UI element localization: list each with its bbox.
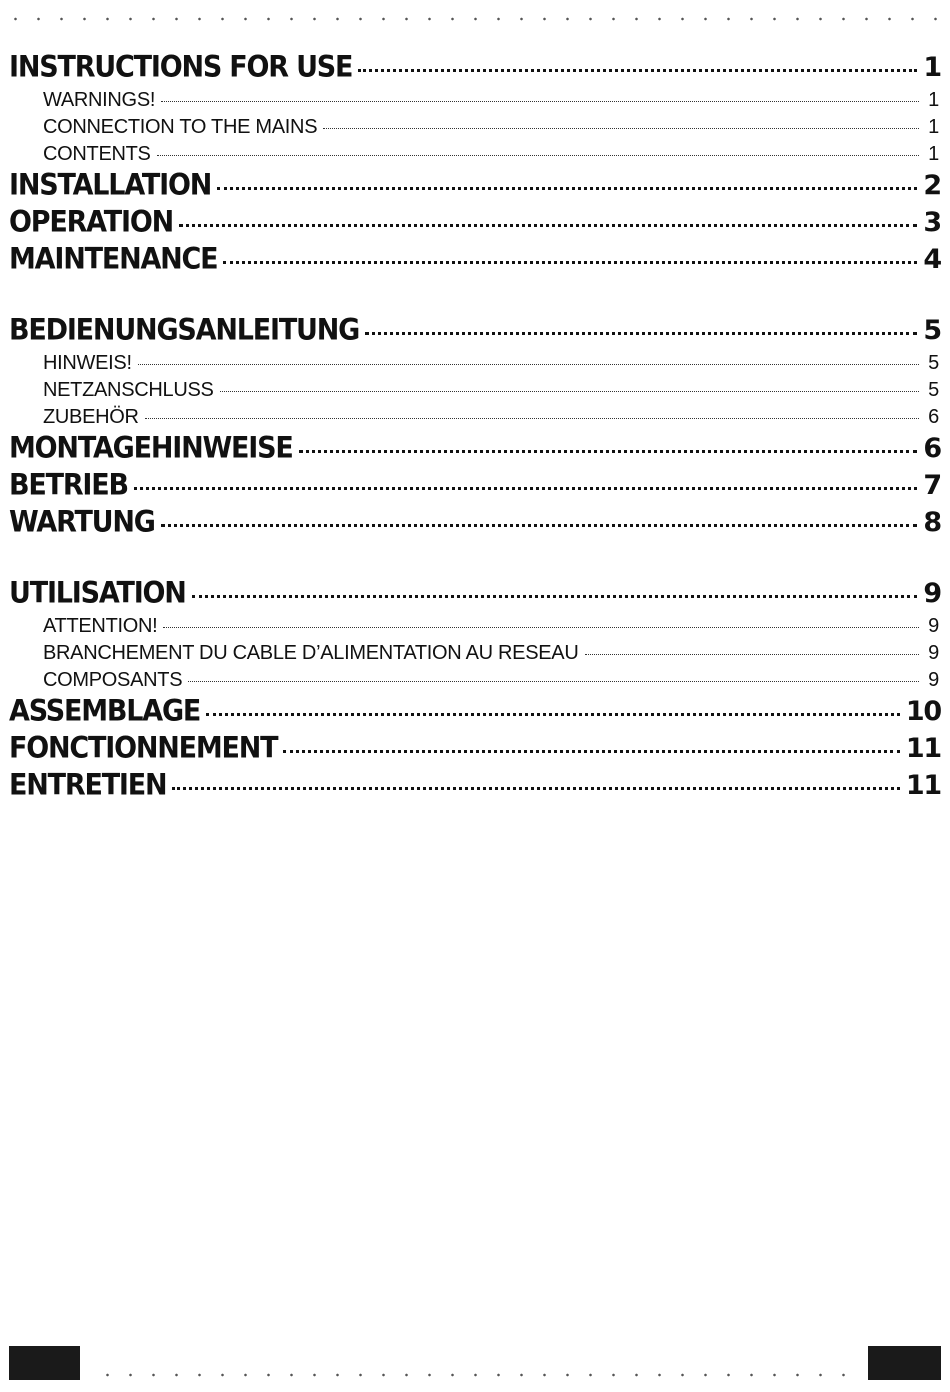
toc-page-number: 1 xyxy=(928,89,939,111)
toc-entry-utilisation[interactable] xyxy=(9,578,941,615)
toc-entry-montagehinweise[interactable] xyxy=(9,433,941,470)
toc-entry-hinweis[interactable] xyxy=(9,352,941,379)
toc-leader-dots xyxy=(206,713,900,716)
toc-entry-label: BEDIENUNGSANLEITUNG xyxy=(9,313,360,348)
toc-entry-label: INSTALLATION xyxy=(9,168,212,203)
toc-entry-warnings[interactable] xyxy=(9,89,941,116)
toc-page-number: 6 xyxy=(928,406,939,428)
toc-entry-operation[interactable] xyxy=(9,207,941,244)
toc-entry-label: ATTENTION! xyxy=(43,615,158,637)
toc-entry-label: CONTENTS xyxy=(43,143,151,165)
toc-entry-composants[interactable] xyxy=(9,669,941,696)
toc-leader-dots xyxy=(323,128,919,129)
toc-leader-dots xyxy=(172,787,899,790)
toc-leader-dots xyxy=(161,524,918,527)
toc-leader-dots xyxy=(161,101,919,102)
toc-section-french xyxy=(9,578,941,807)
toc-page-number: 1 xyxy=(923,52,941,83)
toc-entry-entretien[interactable] xyxy=(9,770,941,807)
footer-block-left xyxy=(9,1346,80,1380)
toc-entry-label: ASSEMBLAGE xyxy=(9,694,201,729)
toc-entry-label: UTILISATION xyxy=(9,576,186,611)
toc-entry-instructions-for-use[interactable] xyxy=(9,52,941,89)
toc-entry-label: OPERATION xyxy=(9,205,173,240)
toc-section-english xyxy=(9,52,941,281)
toc-leader-dots xyxy=(358,69,917,72)
toc-leader-dots xyxy=(283,750,899,753)
toc-page-number: 1 xyxy=(928,143,939,165)
toc-entry-installation[interactable] xyxy=(9,170,941,207)
toc-page-number: 9 xyxy=(928,615,939,637)
toc-entry-label: CONNECTION TO THE MAINS xyxy=(43,116,318,138)
toc-leader-dots xyxy=(223,261,917,264)
toc-entry-wartung[interactable] xyxy=(9,507,941,544)
toc-entry-label: FONCTIONNEMENT xyxy=(9,731,278,766)
bottom-dotted-border xyxy=(96,1370,856,1380)
toc-entry-label: MONTAGEHINWEISE xyxy=(9,431,293,466)
toc-page-number: 11 xyxy=(905,770,941,801)
toc-entry-label: ZUBEHÖR xyxy=(43,406,139,428)
toc-section-german xyxy=(9,315,941,544)
toc-entry-label: MAINTENANCE xyxy=(9,242,218,277)
toc-entry-bedienungsanleitung[interactable] xyxy=(9,315,941,352)
toc-entry-label: NETZANSCHLUSS xyxy=(43,379,214,401)
toc-leader-dots xyxy=(217,187,917,190)
toc-leader-dots xyxy=(179,224,917,227)
toc-leader-dots xyxy=(299,450,918,453)
table-of-contents xyxy=(9,52,941,841)
toc-page-number: 1 xyxy=(928,116,939,138)
top-dotted-border xyxy=(0,14,950,24)
toc-page-number: 9 xyxy=(923,578,941,609)
toc-leader-dots xyxy=(163,627,919,628)
toc-leader-dots xyxy=(157,155,919,156)
toc-entry-betrieb[interactable] xyxy=(9,470,941,507)
toc-page-number: 9 xyxy=(928,642,939,664)
toc-entry-label: WARNINGS! xyxy=(43,89,156,111)
toc-entry-connection-to-the-mains[interactable] xyxy=(9,116,941,143)
toc-leader-dots xyxy=(134,487,918,490)
toc-leader-dots xyxy=(192,595,918,598)
toc-entry-label: HINWEIS! xyxy=(43,352,132,374)
toc-entry-label: BRANCHEMENT DU CABLE D’ALIMENTATION AU RESEAU xyxy=(43,642,579,664)
toc-page-number: 9 xyxy=(928,669,939,691)
toc-entry-label: WARTUNG xyxy=(9,505,155,540)
toc-page-number: 3 xyxy=(923,207,941,238)
toc-entry-label: INSTRUCTIONS FOR USE xyxy=(9,50,353,85)
toc-page-number: 5 xyxy=(923,315,941,346)
toc-entry-attention[interactable] xyxy=(9,615,941,642)
toc-entry-label: ENTRETIEN xyxy=(9,768,167,803)
toc-entry-branchement[interactable] xyxy=(9,642,941,669)
toc-page-number: 11 xyxy=(905,733,941,764)
toc-page-number: 8 xyxy=(923,507,941,538)
toc-leader-dots xyxy=(188,681,919,682)
toc-leader-dots xyxy=(145,418,919,419)
toc-entry-netzanschluss[interactable] xyxy=(9,379,941,406)
toc-leader-dots xyxy=(365,332,917,335)
toc-entry-label: BETRIEB xyxy=(9,468,128,503)
toc-leader-dots xyxy=(585,654,920,655)
toc-page-number: 5 xyxy=(928,352,939,374)
toc-page-number: 6 xyxy=(923,433,941,464)
toc-entry-contents[interactable] xyxy=(9,143,941,170)
toc-entry-maintenance[interactable] xyxy=(9,244,941,281)
toc-entry-zubehoer[interactable] xyxy=(9,406,941,433)
toc-entry-label: COMPOSANTS xyxy=(43,669,183,691)
toc-leader-dots xyxy=(138,364,919,365)
toc-page-number: 7 xyxy=(923,470,941,501)
toc-page-number: 4 xyxy=(923,244,941,275)
toc-entry-assemblage[interactable] xyxy=(9,696,941,733)
toc-page-number: 2 xyxy=(923,170,941,201)
footer-block-right xyxy=(868,1346,941,1380)
toc-leader-dots xyxy=(220,391,919,392)
toc-page-number: 5 xyxy=(928,379,939,401)
toc-page-number: 10 xyxy=(905,696,941,727)
toc-entry-fonctionnement[interactable] xyxy=(9,733,941,770)
